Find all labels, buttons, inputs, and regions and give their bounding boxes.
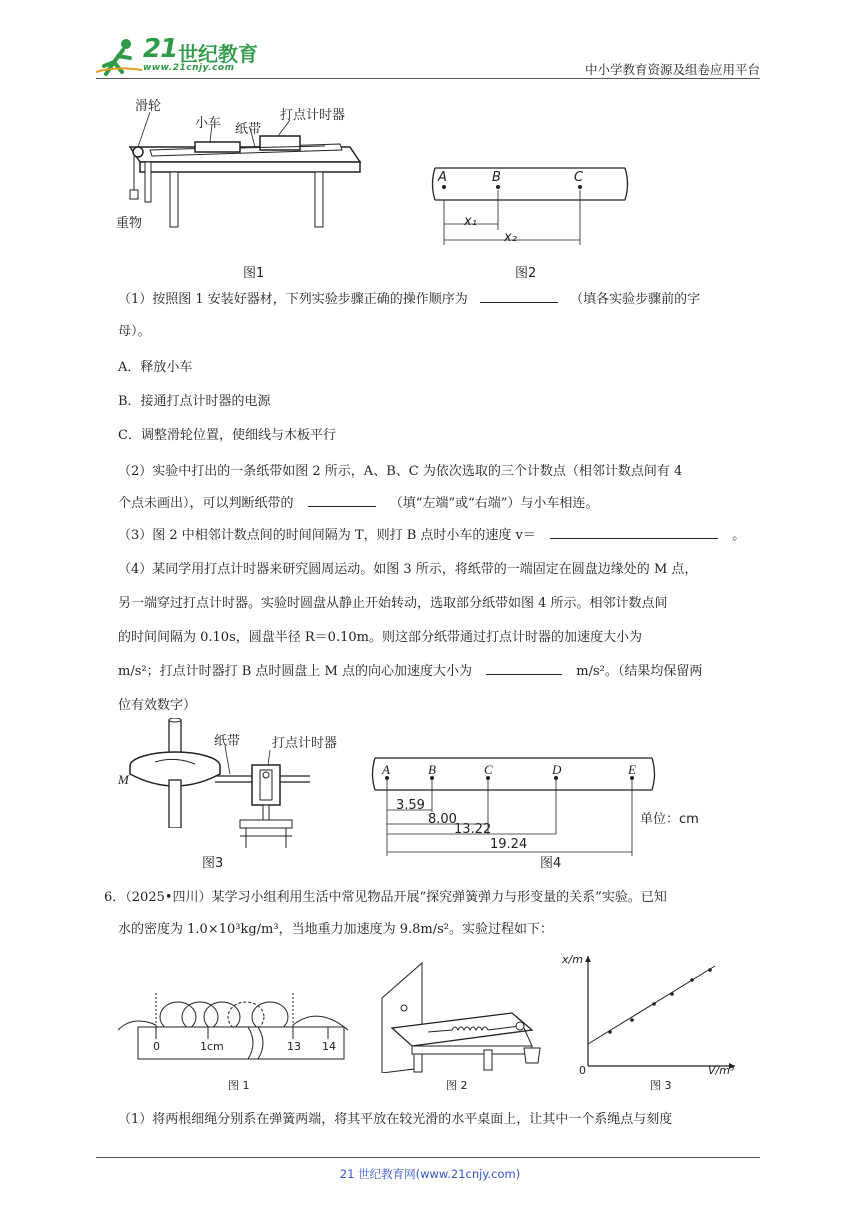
fig3-label-tape: 纸带 bbox=[214, 734, 241, 749]
q5-part4-line3: 的时间间隔为 0.10s，圆盘半径 R＝0.10m。则这部分纸带通过打点计时器的加速度大小为 bbox=[118, 630, 642, 645]
q5-part2-line2: 个点未画出），可以判断纸带的 （填“左端”或“右端”）与小车相连。 bbox=[118, 496, 599, 511]
q5-part1-line1: （1）按照图 1 安装好器材，下列实验步骤正确的操作顺序为 （填各实验步骤前的字 bbox=[118, 292, 701, 307]
q5-part4-line4: m/s²；打点计时器打 B 点时圆盘上 M 点的向心加速度大小为 m/s²。（结果均保留两 bbox=[118, 664, 703, 679]
runner-logo-icon bbox=[96, 36, 144, 76]
q5-option-a: A．释放小车 bbox=[118, 360, 193, 375]
fig4-dist-ad: 13.22 bbox=[454, 822, 492, 837]
figure2-tape bbox=[430, 160, 640, 250]
q5-part4-line5: 位有效数字） bbox=[118, 698, 197, 713]
fig6-tick-0: 0 bbox=[153, 1040, 160, 1053]
q5-part2-line1: （2）实验中打出的一条纸带如图 2 所示，A、B、C 为依次选取的三个计数点（相邻计数点间有 4 bbox=[118, 464, 683, 479]
fig4-label-c: C bbox=[484, 762, 493, 777]
fig2-label-x2: x₂ bbox=[504, 230, 517, 245]
fig1-label-cart: 小车 bbox=[195, 116, 222, 131]
figure6-spring-ruler bbox=[118, 985, 350, 1065]
answer-blank-order[interactable] bbox=[480, 290, 558, 303]
q6-line3: （1）将两根细绳分别系在弹簧两端，将其平放在较光滑的水平桌面上，让其中一个系绳点与刻度 bbox=[118, 1112, 673, 1127]
fig2-label-a: A bbox=[438, 170, 447, 185]
fig2-label-b: B bbox=[492, 170, 501, 185]
figure6-graph bbox=[570, 948, 750, 1078]
answer-blank-centripetal[interactable] bbox=[486, 662, 562, 675]
fig1-label-timer: 打点计时器 bbox=[280, 108, 346, 123]
fig2-point-b bbox=[496, 185, 500, 189]
logo-url: www.21cnjy.com bbox=[143, 63, 235, 73]
fig2-point-a bbox=[442, 185, 446, 189]
q5-part1-line2: 母）。 bbox=[118, 324, 151, 339]
fig2-label-c: C bbox=[574, 170, 584, 185]
answer-blank-end[interactable] bbox=[308, 494, 376, 507]
fig6-tick-14: 14 bbox=[322, 1040, 336, 1053]
fig3-label-timer: 打点计时器 bbox=[272, 736, 338, 751]
fig1-caption: 图1 bbox=[243, 266, 265, 281]
fig4-label-a: A bbox=[382, 762, 390, 777]
fig6-tick-13: 13 bbox=[287, 1040, 301, 1053]
footer-divider bbox=[96, 1157, 760, 1158]
fig3-label-m: M bbox=[118, 772, 129, 787]
fig4-dist-ae: 19.24 bbox=[490, 837, 528, 852]
fig4-dist-ac: 8.00 bbox=[428, 812, 457, 827]
logo-text: 世纪教育 bbox=[178, 42, 258, 66]
header-divider bbox=[96, 78, 760, 79]
fig6-caption1: 图 1 bbox=[228, 1079, 250, 1092]
answer-blank-velocity[interactable] bbox=[550, 526, 718, 539]
q5-part4-line1: （4）某同学用打点计时器来研究圆周运动。如图 3 所示，将纸带的一端固定在圆盘边缘处的 M 点， bbox=[118, 562, 698, 577]
fig2-caption: 图2 bbox=[515, 266, 537, 281]
fig4-label-b: B bbox=[428, 762, 436, 777]
fig2-label-x1: x₁ bbox=[464, 214, 477, 229]
q5-part3: （3）图 2 中相邻计数点间的时间间隔为 T，则打 B 点时小车的速度 v＝ 。 bbox=[118, 528, 746, 543]
fig4-unit: 单位：cm bbox=[640, 812, 699, 827]
fig6-caption3: 图 3 bbox=[650, 1079, 672, 1092]
q6-line2: 水的密度为 1.0×10³kg/m³，当地重力加速度为 9.8m/s²。实验过程如下： bbox=[118, 922, 553, 937]
fig6-caption2: 图 2 bbox=[446, 1079, 468, 1092]
fig4-label-d: D bbox=[552, 762, 562, 777]
fig3-caption: 图3 bbox=[202, 856, 224, 871]
figure6-table-spring bbox=[372, 958, 550, 1073]
footer-link[interactable]: 21 世纪教育网(www.21cnjy.com) bbox=[339, 1167, 521, 1181]
fig4-label-e: E bbox=[628, 762, 636, 777]
fig2-point-c bbox=[578, 185, 582, 189]
q5-option-c: C．调整滑轮位置，使细线与木板平行 bbox=[118, 428, 336, 443]
fig6-graph-origin: 0 bbox=[579, 1064, 586, 1077]
fig1-label-tape: 纸带 bbox=[235, 122, 262, 137]
fig6-graph-x-label: V/m³ bbox=[708, 1064, 735, 1077]
fig1-label-pulley: 滑轮 bbox=[135, 99, 162, 114]
fig6-tick-1cm: 1cm bbox=[200, 1040, 224, 1053]
fig4-dist-ab: 3.59 bbox=[396, 798, 425, 813]
q6-line1: 6．（2025•四川）某学习小组利用生活中常见物品开展“探究弹簧弹力与形变量的关系”实验。已知 bbox=[104, 890, 667, 905]
q5-part4-line2: 另一端穿过打点计时器。实验时圆盘从静止开始转动，选取部分纸带如图 4 所示。相邻计数点间 bbox=[118, 596, 668, 611]
fig1-label-weight: 重物 bbox=[116, 216, 143, 231]
platform-name: 中小学教育资源及组卷应用平台 bbox=[584, 62, 760, 77]
figure3-timer bbox=[230, 750, 310, 850]
fig4-caption: 图4 bbox=[540, 856, 562, 871]
logo-number: 21 bbox=[143, 34, 178, 64]
q5-option-b: B．接通打点计时器的电源 bbox=[118, 394, 271, 409]
fig6-graph-y-label: x/m bbox=[562, 953, 583, 966]
